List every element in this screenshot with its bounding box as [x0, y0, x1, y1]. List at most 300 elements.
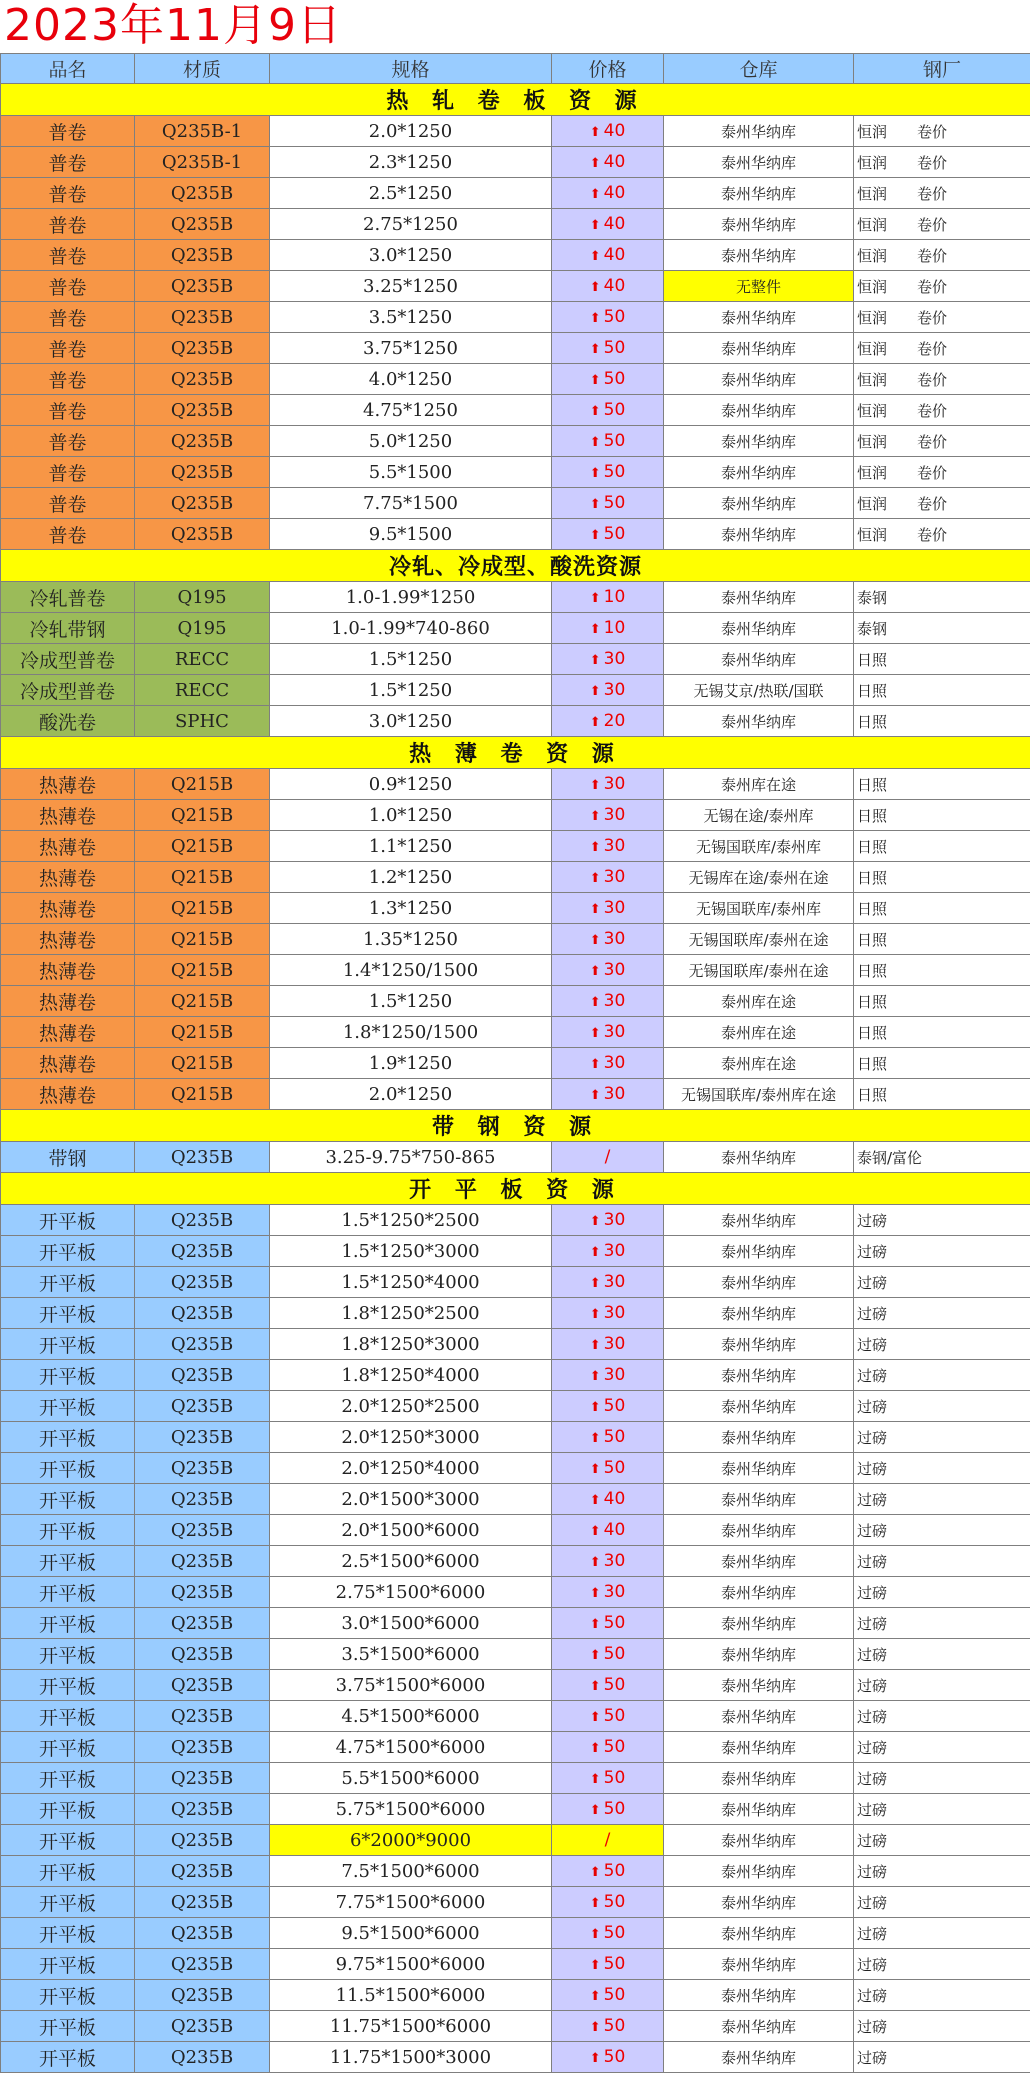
price-cell — [552, 986, 664, 1017]
spec-cell: 2.0*1250*4000 — [270, 1453, 552, 1484]
product-name-cell: 开平板 — [1, 1205, 135, 1236]
material-cell: Q195 — [135, 613, 270, 644]
section-header-row — [1, 1173, 1030, 1205]
mill-cell: 过磅 — [854, 1577, 1030, 1608]
product-name-cell: 普卷 — [1, 271, 135, 302]
section-header-row — [1, 550, 1030, 582]
material-cell: Q235B — [135, 1763, 270, 1794]
price-cell — [552, 1701, 664, 1732]
material-cell: Q215B — [135, 1048, 270, 1079]
mill-cell: 日照 — [854, 675, 1030, 706]
spec-cell: 1.5*1250*4000 — [270, 1267, 552, 1298]
product-name-cell: 开平板 — [1, 1267, 135, 1298]
section-header-row — [1, 737, 1030, 769]
material-cell: Q235B — [135, 1949, 270, 1980]
price-up-value: ⬆ 50 — [590, 1427, 626, 1447]
spec-cell: 1.8*1250/1500 — [270, 1017, 552, 1048]
product-name-cell: 普卷 — [1, 178, 135, 209]
material-cell: Q215B — [135, 1079, 270, 1110]
price-up-value: ⬆ 30 — [590, 1241, 626, 1261]
warehouse-cell: 泰州华纳库 — [664, 2011, 854, 2042]
material-cell: Q235B — [135, 1515, 270, 1546]
table-row — [1, 800, 1030, 831]
product-name-cell: 开平板 — [1, 1236, 135, 1267]
warehouse-cell: 泰州华纳库 — [664, 613, 854, 644]
price-cell — [552, 1918, 664, 1949]
price-cell — [552, 240, 664, 271]
material-cell: RECC — [135, 675, 270, 706]
price-cell — [552, 488, 664, 519]
mill-cell: 恒润 卷价 — [854, 209, 1030, 240]
price-cell — [552, 1079, 664, 1110]
spec-cell: 3.75*1500*6000 — [270, 1670, 552, 1701]
spec-cell: 3.0*1500*6000 — [270, 1608, 552, 1639]
product-name-cell: 酸洗卷 — [1, 706, 135, 737]
warehouse-cell: 泰州华纳库 — [664, 1825, 854, 1856]
table-row — [1, 862, 1030, 893]
mill-cell: 过磅 — [854, 1236, 1030, 1267]
mill-cell: 过磅 — [854, 1825, 1030, 1856]
product-name-cell: 普卷 — [1, 519, 135, 550]
price-cell — [552, 862, 664, 893]
spec-cell: 1.0-1.99*740-860 — [270, 613, 552, 644]
table-row — [1, 1856, 1030, 1887]
warehouse-cell: 泰州华纳库 — [664, 1422, 854, 1453]
price-up-value: ⬆ 10 — [590, 587, 626, 607]
mill-cell: 过磅 — [854, 1546, 1030, 1577]
mill-cell: 过磅 — [854, 1484, 1030, 1515]
price-cell — [552, 769, 664, 800]
mill-cell: 过磅 — [854, 1856, 1030, 1887]
mill-cell: 日照 — [854, 1017, 1030, 1048]
material-cell: Q235B — [135, 457, 270, 488]
spec-cell: 9.5*1500*6000 — [270, 1918, 552, 1949]
price-cell — [552, 800, 664, 831]
price-up-value: ⬆ 40 — [590, 183, 626, 203]
price-up-value: ⬆ 40 — [590, 152, 626, 172]
spec-cell: 2.5*1500*6000 — [270, 1546, 552, 1577]
price-up-value: ⬆ 50 — [590, 338, 626, 358]
warehouse-cell: 泰州华纳库 — [664, 1670, 854, 1701]
table-row — [1, 116, 1030, 147]
spec-cell: 1.5*1250 — [270, 644, 552, 675]
spec-cell: 1.5*1250 — [270, 986, 552, 1017]
product-name-cell: 开平板 — [1, 1825, 135, 1856]
table-row — [1, 1794, 1030, 1825]
table-row — [1, 1670, 1030, 1701]
spec-cell: 2.0*1500*3000 — [270, 1484, 552, 1515]
table-row — [1, 1577, 1030, 1608]
product-name-cell: 冷轧普卷 — [1, 582, 135, 613]
mill-cell: 过磅 — [854, 1639, 1030, 1670]
price-up-value: ⬆ 30 — [590, 1582, 626, 1602]
price-cell — [552, 1017, 664, 1048]
spec-cell: 3.0*1250 — [270, 706, 552, 737]
mill-cell: 过磅 — [854, 1670, 1030, 1701]
material-cell: Q235B — [135, 333, 270, 364]
price-up-value: ⬆ 40 — [590, 1489, 626, 1509]
product-name-cell: 开平板 — [1, 1639, 135, 1670]
warehouse-cell: 泰州华纳库 — [664, 1949, 854, 1980]
spec-cell: 2.0*1250 — [270, 1079, 552, 1110]
table-row — [1, 613, 1030, 644]
price-table — [0, 53, 1030, 2073]
mill-cell: 日照 — [854, 955, 1030, 986]
mill-cell: 过磅 — [854, 1391, 1030, 1422]
table-row — [1, 1732, 1030, 1763]
material-cell: Q215B — [135, 955, 270, 986]
price-cell — [552, 1391, 664, 1422]
table-row — [1, 924, 1030, 955]
price-up-value: ⬆ 50 — [590, 1985, 626, 2005]
spec-cell: 2.5*1250 — [270, 178, 552, 209]
warehouse-cell: 泰州华纳库 — [664, 1391, 854, 1422]
price-value: / — [605, 1147, 611, 1167]
table-row — [1, 706, 1030, 737]
price-cell — [552, 1298, 664, 1329]
product-name-cell: 开平板 — [1, 1577, 135, 1608]
spec-cell: 1.0*1250 — [270, 800, 552, 831]
price-up-value: ⬆ 40 — [590, 121, 626, 141]
material-cell: Q215B — [135, 893, 270, 924]
spec-cell: 2.3*1250 — [270, 147, 552, 178]
table-row — [1, 1887, 1030, 1918]
spec-cell: 3.5*1250 — [270, 302, 552, 333]
table-row — [1, 1017, 1030, 1048]
spec-cell: 5.5*1500*6000 — [270, 1763, 552, 1794]
product-name-cell: 开平板 — [1, 1608, 135, 1639]
warehouse-cell: 泰州华纳库 — [664, 1794, 854, 1825]
product-name-cell: 开平板 — [1, 1484, 135, 1515]
price-cell — [552, 831, 664, 862]
product-name-cell: 热薄卷 — [1, 924, 135, 955]
warehouse-cell: 泰州华纳库 — [664, 1298, 854, 1329]
product-name-cell: 普卷 — [1, 209, 135, 240]
price-cell — [552, 1577, 664, 1608]
material-cell: Q235B — [135, 519, 270, 550]
price-cell — [552, 1670, 664, 1701]
price-cell — [552, 333, 664, 364]
material-cell: Q235B — [135, 1205, 270, 1236]
price-cell — [552, 2011, 664, 2042]
price-cell — [552, 1360, 664, 1391]
price-up-value: ⬆ 50 — [590, 1737, 626, 1757]
spec-cell: 1.8*1250*3000 — [270, 1329, 552, 1360]
table-row — [1, 1763, 1030, 1794]
material-cell: Q215B — [135, 986, 270, 1017]
price-cell — [552, 302, 664, 333]
mill-cell: 恒润 卷价 — [854, 271, 1030, 302]
warehouse-cell: 泰州华纳库 — [664, 364, 854, 395]
section-title: 热 薄 卷 资 源 — [1, 737, 1030, 769]
mill-cell: 恒润 卷价 — [854, 116, 1030, 147]
warehouse-cell: 泰州华纳库 — [664, 644, 854, 675]
warehouse-cell: 泰州华纳库 — [664, 706, 854, 737]
mill-cell: 日照 — [854, 862, 1030, 893]
price-up-value: ⬆ 30 — [590, 680, 626, 700]
warehouse-cell: 无锡国联库/泰州在途 — [664, 924, 854, 955]
material-cell: Q235B — [135, 209, 270, 240]
table-row — [1, 582, 1030, 613]
material-cell: Q235B — [135, 488, 270, 519]
spec-cell: 3.25-9.75*750-865 — [270, 1142, 552, 1173]
material-cell: Q235B — [135, 1887, 270, 1918]
material-cell: RECC — [135, 644, 270, 675]
price-up-value: ⬆ 40 — [590, 214, 626, 234]
mill-cell: 恒润 卷价 — [854, 426, 1030, 457]
product-name-cell: 热薄卷 — [1, 893, 135, 924]
warehouse-cell: 泰州华纳库 — [664, 178, 854, 209]
spec-cell: 11.75*1500*3000 — [270, 2042, 552, 2073]
material-cell: Q195 — [135, 582, 270, 613]
product-name-cell: 开平板 — [1, 2042, 135, 2073]
price-up-value: ⬆ 40 — [590, 245, 626, 265]
price-cell — [552, 1732, 664, 1763]
spec-cell: 6*2000*9000 — [270, 1825, 552, 1856]
price-up-value: ⬆ 50 — [590, 1706, 626, 1726]
table-row — [1, 986, 1030, 1017]
product-name-cell: 开平板 — [1, 1763, 135, 1794]
spec-cell: 7.75*1500*6000 — [270, 1887, 552, 1918]
material-cell: Q235B — [135, 240, 270, 271]
product-name-cell: 热薄卷 — [1, 800, 135, 831]
price-cell — [552, 1205, 664, 1236]
price-cell — [552, 116, 664, 147]
product-name-cell: 开平板 — [1, 1918, 135, 1949]
mill-cell: 泰钢 — [854, 613, 1030, 644]
table-row — [1, 955, 1030, 986]
price-cell — [552, 1048, 664, 1079]
price-up-value: ⬆ 30 — [590, 1210, 626, 1230]
price-cell — [552, 1763, 664, 1794]
spec-cell: 7.75*1500 — [270, 488, 552, 519]
material-cell: Q215B — [135, 800, 270, 831]
warehouse-cell: 泰州华纳库 — [664, 457, 854, 488]
price-cell — [552, 519, 664, 550]
table-row — [1, 1236, 1030, 1267]
table-row — [1, 1484, 1030, 1515]
material-cell: Q235B-1 — [135, 116, 270, 147]
material-cell: Q215B — [135, 769, 270, 800]
price-up-value: ⬆ 50 — [590, 524, 626, 544]
price-cell — [552, 1949, 664, 1980]
product-name-cell: 开平板 — [1, 1856, 135, 1887]
header-row — [1, 54, 1030, 84]
price-up-value: ⬆ 30 — [590, 649, 626, 669]
mill-cell: 过磅 — [854, 1298, 1030, 1329]
table-row — [1, 426, 1030, 457]
table-row — [1, 240, 1030, 271]
mill-cell: 恒润 卷价 — [854, 178, 1030, 209]
spec-cell: 1.0-1.99*1250 — [270, 582, 552, 613]
warehouse-cell: 无整件 — [664, 271, 854, 302]
table-row — [1, 1142, 1030, 1173]
product-name-cell: 开平板 — [1, 1980, 135, 2011]
table-row — [1, 1422, 1030, 1453]
price-cell — [552, 955, 664, 986]
table-row — [1, 1825, 1030, 1856]
section-header-row — [1, 84, 1030, 116]
table-row — [1, 333, 1030, 364]
warehouse-cell: 泰州华纳库 — [664, 1360, 854, 1391]
warehouse-cell: 泰州库在途 — [664, 1048, 854, 1079]
price-up-value: ⬆ 50 — [590, 1396, 626, 1416]
price-cell — [552, 1422, 664, 1453]
warehouse-cell: 泰州华纳库 — [664, 333, 854, 364]
material-cell: Q235B — [135, 1825, 270, 1856]
price-cell — [552, 1825, 664, 1856]
price-up-value: ⬆ 50 — [590, 2047, 626, 2067]
mill-cell: 恒润 卷价 — [854, 302, 1030, 333]
product-name-cell: 开平板 — [1, 1422, 135, 1453]
material-cell: Q235B — [135, 1546, 270, 1577]
material-cell: Q235B — [135, 1670, 270, 1701]
table-row — [1, 1079, 1030, 1110]
spec-cell: 1.2*1250 — [270, 862, 552, 893]
table-row — [1, 831, 1030, 862]
warehouse-cell: 泰州华纳库 — [664, 1577, 854, 1608]
price-up-value: ⬆ 40 — [590, 1520, 626, 1540]
product-name-cell: 带钢 — [1, 1142, 135, 1173]
warehouse-cell: 泰州华纳库 — [664, 582, 854, 613]
material-cell: Q235B — [135, 1577, 270, 1608]
product-name-cell: 普卷 — [1, 364, 135, 395]
spec-cell: 4.75*1250 — [270, 395, 552, 426]
spec-cell: 1.5*1250 — [270, 675, 552, 706]
spec-cell: 1.5*1250*3000 — [270, 1236, 552, 1267]
product-name-cell: 普卷 — [1, 457, 135, 488]
material-cell: Q215B — [135, 862, 270, 893]
product-name-cell: 冷轧带钢 — [1, 613, 135, 644]
material-cell: Q235B — [135, 2042, 270, 2073]
product-name-cell: 开平板 — [1, 1794, 135, 1825]
mill-cell: 恒润 卷价 — [854, 519, 1030, 550]
price-up-value: ⬆ 50 — [590, 1613, 626, 1633]
warehouse-cell: 泰州华纳库 — [664, 1142, 854, 1173]
spec-cell: 9.5*1500 — [270, 519, 552, 550]
table-row — [1, 395, 1030, 426]
section-title: 冷轧、冷成型、酸洗资源 — [1, 550, 1030, 582]
product-name-cell: 热薄卷 — [1, 1048, 135, 1079]
spec-cell: 1.8*1250*2500 — [270, 1298, 552, 1329]
price-up-value: ⬆ 40 — [590, 276, 626, 296]
price-cell — [552, 1236, 664, 1267]
material-cell: Q235B — [135, 271, 270, 302]
product-name-cell: 普卷 — [1, 488, 135, 519]
mill-cell: 日照 — [854, 800, 1030, 831]
warehouse-cell: 泰州华纳库 — [664, 1918, 854, 1949]
table-row — [1, 1515, 1030, 1546]
table-row — [1, 644, 1030, 675]
price-cell — [552, 924, 664, 955]
price-up-value: ⬆ 50 — [590, 1458, 626, 1478]
price-cell — [552, 893, 664, 924]
spec-cell: 1.4*1250/1500 — [270, 955, 552, 986]
table-row — [1, 1546, 1030, 1577]
mill-cell: 日照 — [854, 893, 1030, 924]
material-cell: Q235B — [135, 1918, 270, 1949]
warehouse-cell: 泰州库在途 — [664, 986, 854, 1017]
material-cell: Q235B — [135, 1794, 270, 1825]
price-up-value: ⬆ 30 — [590, 1334, 626, 1354]
spec-cell: 5.5*1500 — [270, 457, 552, 488]
price-up-value: ⬆ 10 — [590, 618, 626, 638]
price-cell — [552, 582, 664, 613]
mill-cell: 日照 — [854, 644, 1030, 675]
mill-cell: 过磅 — [854, 1608, 1030, 1639]
price-cell — [552, 178, 664, 209]
price-up-value: ⬆ 30 — [590, 1303, 626, 1323]
price-up-value: ⬆ 30 — [590, 1365, 626, 1385]
warehouse-cell: 泰州华纳库 — [664, 116, 854, 147]
warehouse-cell: 无锡国联库/泰州库 — [664, 831, 854, 862]
warehouse-cell: 泰州华纳库 — [664, 2042, 854, 2073]
price-cell — [552, 1639, 664, 1670]
product-name-cell: 开平板 — [1, 1515, 135, 1546]
spec-cell: 4.75*1500*6000 — [270, 1732, 552, 1763]
warehouse-cell: 泰州华纳库 — [664, 1546, 854, 1577]
price-up-value: ⬆ 30 — [590, 805, 626, 825]
table-row — [1, 1639, 1030, 1670]
product-name-cell: 热薄卷 — [1, 831, 135, 862]
product-name-cell: 开平板 — [1, 1298, 135, 1329]
header-mill: 钢厂 — [854, 54, 1030, 84]
table-row — [1, 364, 1030, 395]
product-name-cell: 普卷 — [1, 240, 135, 271]
material-cell: Q235B — [135, 1298, 270, 1329]
warehouse-cell: 泰州华纳库 — [664, 1515, 854, 1546]
price-up-value: ⬆ 30 — [590, 1053, 626, 1073]
price-up-value: ⬆ 30 — [590, 1022, 626, 1042]
product-name-cell: 普卷 — [1, 147, 135, 178]
product-name-cell: 开平板 — [1, 1732, 135, 1763]
header-warehouse: 仓库 — [664, 54, 854, 84]
material-cell: Q235B — [135, 1267, 270, 1298]
price-up-value: ⬆ 30 — [590, 898, 626, 918]
table-row — [1, 2011, 1030, 2042]
material-cell: Q235B — [135, 1980, 270, 2011]
price-up-value: ⬆ 50 — [590, 1675, 626, 1695]
price-cell — [552, 1608, 664, 1639]
spec-cell: 2.0*1500*6000 — [270, 1515, 552, 1546]
table-row — [1, 1205, 1030, 1236]
price-up-value: ⬆ 50 — [590, 307, 626, 327]
mill-cell: 过磅 — [854, 2011, 1030, 2042]
table-row — [1, 675, 1030, 706]
price-cell — [552, 644, 664, 675]
table-row — [1, 271, 1030, 302]
spec-cell: 1.3*1250 — [270, 893, 552, 924]
table-body — [1, 84, 1030, 2073]
price-cell — [552, 364, 664, 395]
header-price: 价格 — [552, 54, 664, 84]
price-cell — [552, 271, 664, 302]
material-cell: Q235B — [135, 1701, 270, 1732]
table-row — [1, 1949, 1030, 1980]
product-name-cell: 热薄卷 — [1, 1017, 135, 1048]
mill-cell: 过磅 — [854, 1360, 1030, 1391]
mill-cell: 泰钢/富伦 — [854, 1142, 1030, 1173]
spec-cell: 1.1*1250 — [270, 831, 552, 862]
price-cell — [552, 1142, 664, 1173]
mill-cell: 过磅 — [854, 1422, 1030, 1453]
mill-cell: 过磅 — [854, 1453, 1030, 1484]
product-name-cell: 开平板 — [1, 1391, 135, 1422]
price-cell — [552, 613, 664, 644]
warehouse-cell: 泰州华纳库 — [664, 1701, 854, 1732]
product-name-cell: 开平板 — [1, 1360, 135, 1391]
table-row — [1, 1391, 1030, 1422]
